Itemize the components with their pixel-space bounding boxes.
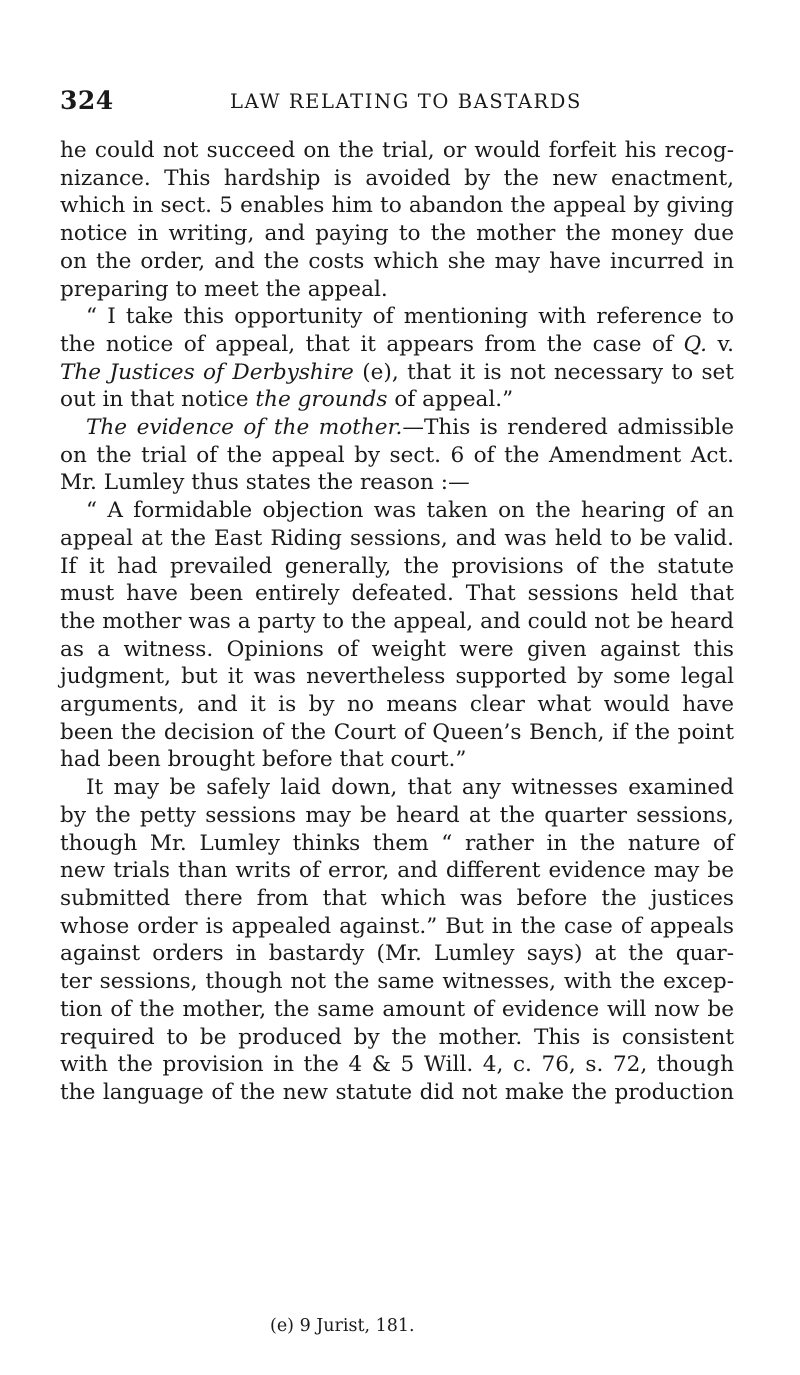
text-line: out in that notice the grounds of appeal.” xyxy=(60,387,514,413)
text-line: preparing to meet the appeal. xyxy=(60,276,388,302)
text-line: “ A formidable objection was taken on the hearing of an xyxy=(86,498,734,524)
text-line: required to be produced by the mother. This is consistent xyxy=(60,1024,734,1050)
text-line: whose order is appealed against.” But in the case of appeals xyxy=(60,913,734,939)
body-text xyxy=(60,137,734,1107)
text-line: arguments, and it is by no means clear what would have xyxy=(60,692,734,718)
text-line: with the provision in the 4 & 5 Will. 4, c. 76, s. 72, though xyxy=(60,1052,734,1078)
text-line: against orders in bastardy (Mr. Lumley says) at the quar- xyxy=(60,941,734,967)
text-line: ter sessions, though not the same witnesses, with the excep- xyxy=(60,969,734,995)
text-line: appeal at the East Riding sessions, and was held to be valid. xyxy=(60,525,734,551)
page-header xyxy=(60,86,730,120)
text-line: on the trial of the appeal by sect. 6 of the Amendment Act. xyxy=(60,442,734,468)
text-line: the mother was a party to the appeal, and could not be heard xyxy=(60,608,734,634)
text-line: must have been entirely defeated. That sessions held that xyxy=(60,581,734,607)
text-line: which in sect. 5 enables him to abandon the appeal by giving xyxy=(60,193,734,219)
text-line: the notice of appeal, that it appears from the case of Q. v. xyxy=(60,331,734,357)
text-line: the language of the new statute did not make the production xyxy=(60,1079,734,1105)
text-line: new trials than writs of error, and different evidence may be xyxy=(60,858,734,884)
italic-phrase: The Justices of Derbyshire xyxy=(60,359,354,385)
text-line: tion of the mother, the same amount of evidence will now be xyxy=(60,996,734,1022)
page-number: 324 xyxy=(60,86,114,115)
text-line: though Mr. Lumley thinks them “ rather in the nature of xyxy=(60,830,734,856)
running-head: LAW RELATING TO BASTARDS xyxy=(230,90,582,113)
text-line: been the decision of the Court of Queen’s Bench, if the point xyxy=(60,719,734,745)
text-line: he could not succeed on the trial, or would forfeit his recog- xyxy=(60,138,734,163)
text-line: by the petty sessions may be heard at the quarter sessions, xyxy=(60,802,734,828)
footnote: (e) 9 Jurist, 181. xyxy=(270,1316,415,1336)
italic-phrase: The evidence of the mother. xyxy=(86,415,403,441)
text-line: submitted there from that which was before the justices xyxy=(60,885,734,911)
italic-phrase: Q. xyxy=(683,331,707,357)
text-line: on the order, and the costs which she may have incurred in xyxy=(60,248,734,274)
text-line: nizance. This hardship is avoided by the new enactment, xyxy=(60,165,734,191)
text-line: If it had prevailed generally, the provisions of the statute xyxy=(60,553,734,579)
text-line: notice in writing, and paying to the mother the money due xyxy=(60,221,734,247)
text-line: Mr. Lumley thus states the reason :— xyxy=(60,470,470,496)
text-line: as a witness. Opinions of weight were given against this xyxy=(60,636,734,662)
text-line: It may be safely laid down, that any witnesses examined xyxy=(86,775,734,801)
text-line: “ I take this opportunity of mentioning with reference to xyxy=(86,304,734,330)
text-line: The evidence of the mother.—This is rendered admissible xyxy=(86,415,734,441)
italic-phrase: the grounds xyxy=(255,387,388,413)
text-line: The Justices of Derbyshire (e), that it is not necessary to set xyxy=(60,359,734,385)
text-line: judgment, but it was nevertheless supported by some legal xyxy=(60,664,734,690)
text-line: had been brought before that court.” xyxy=(60,747,467,773)
